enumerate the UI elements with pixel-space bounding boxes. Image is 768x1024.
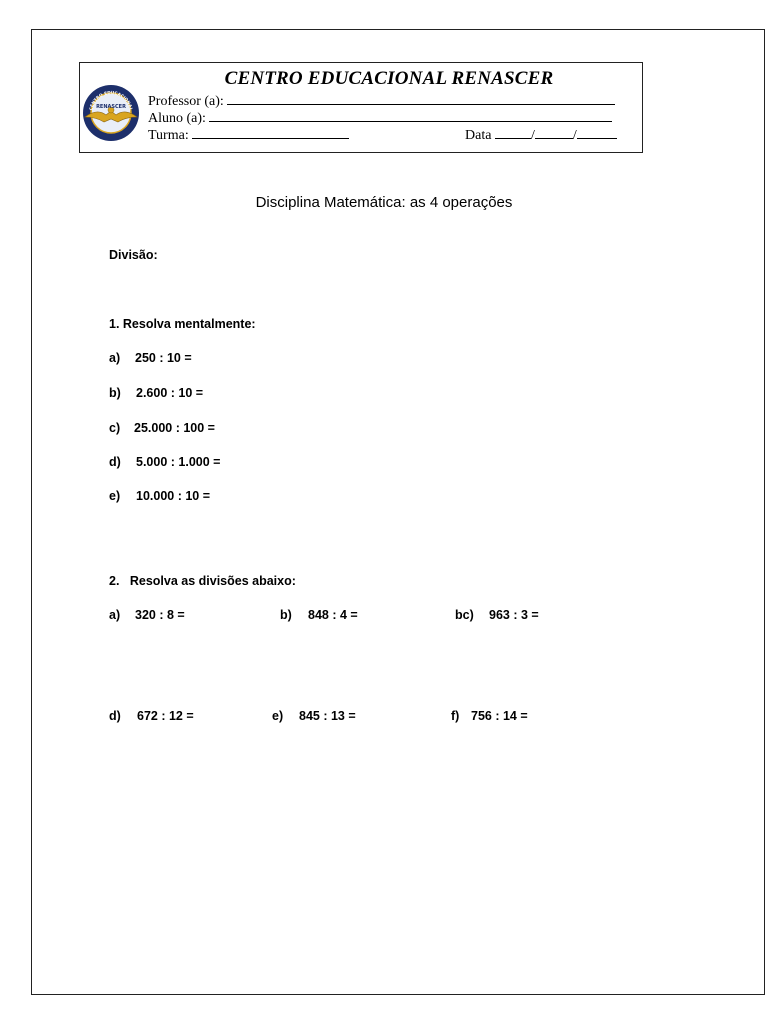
q1-item-b — [109, 386, 203, 400]
q2-item-label: bc) — [455, 608, 474, 622]
q2-item-expr: 320 : 8 = — [135, 608, 185, 622]
school-name: CENTRO EDUCACIONAL RENASCER — [224, 68, 554, 89]
q1-item-label: b) — [109, 386, 121, 400]
data-day-line[interactable] — [495, 126, 531, 139]
logo-center-text: RENASCER — [96, 104, 126, 110]
q2-item-b — [280, 608, 358, 622]
q2-item-f — [451, 709, 528, 723]
data-year-line[interactable] — [577, 126, 617, 139]
q2-item-bc — [455, 608, 539, 622]
q2-item-e — [272, 709, 356, 723]
page-border — [31, 29, 765, 995]
turma-field[interactable] — [148, 126, 349, 144]
q1-item-label: e) — [109, 489, 121, 503]
section-title: Divisão: — [109, 248, 158, 262]
aluno-field[interactable] — [148, 109, 612, 127]
q2-item-expr: 672 : 12 = — [137, 709, 194, 723]
q2-item-label: b) — [280, 608, 292, 622]
q1-item-e — [109, 489, 210, 503]
discipline-title: Disciplina Matemática: as 4 operações — [255, 194, 513, 211]
q1-item-expr: 25.000 : 100 = — [134, 421, 215, 435]
turma-label: Turma: — [148, 128, 189, 143]
q1-item-expr: 2.600 : 10 = — [136, 386, 204, 400]
school-logo-icon — [82, 84, 140, 142]
professor-field[interactable] — [148, 92, 615, 110]
q2-prompt: 2. Resolva as divisões abaixo: — [109, 574, 296, 588]
data-month-line[interactable] — [535, 126, 573, 139]
q1-item-expr: 10.000 : 10 = — [136, 489, 211, 503]
q1-prompt: 1. Resolva mentalmente: — [109, 317, 256, 331]
q2-item-label: a) — [109, 608, 121, 622]
professor-label: Professor (a): — [148, 94, 224, 109]
q1-item-d — [109, 455, 220, 469]
q2-item-expr: 963 : 3 = — [489, 608, 539, 622]
date-slash-2: / — [572, 128, 577, 143]
q1-item-expr: 5.000 : 1.000 = — [136, 455, 221, 469]
q2-item-expr: 756 : 14 = — [471, 709, 528, 723]
q1-item-a — [109, 351, 192, 365]
q2-item-d — [109, 709, 194, 723]
q1-item-label: d) — [109, 455, 121, 469]
logo-arc-text: CENTRO EDUCACIONAL — [88, 89, 134, 111]
q2-item-label: d) — [109, 709, 121, 723]
data-field[interactable] — [465, 126, 617, 144]
q2-item-a — [109, 608, 185, 622]
q2-item-expr: 848 : 4 = — [308, 608, 358, 622]
data-label: Data — [465, 128, 492, 143]
q2-item-label: f) — [451, 709, 460, 723]
aluno-line[interactable] — [209, 109, 612, 122]
professor-line[interactable] — [227, 92, 615, 105]
q2-item-label: e) — [272, 709, 284, 723]
q1-item-expr: 250 : 10 = — [135, 351, 192, 365]
aluno-label: Aluno (a): — [148, 111, 206, 126]
q1-item-c — [109, 421, 215, 435]
date-slash-1: / — [530, 128, 535, 143]
q1-item-label: a) — [109, 351, 121, 365]
q1-item-label: c) — [109, 421, 121, 435]
turma-line[interactable] — [192, 126, 349, 139]
q2-item-expr: 845 : 13 = — [299, 709, 356, 723]
